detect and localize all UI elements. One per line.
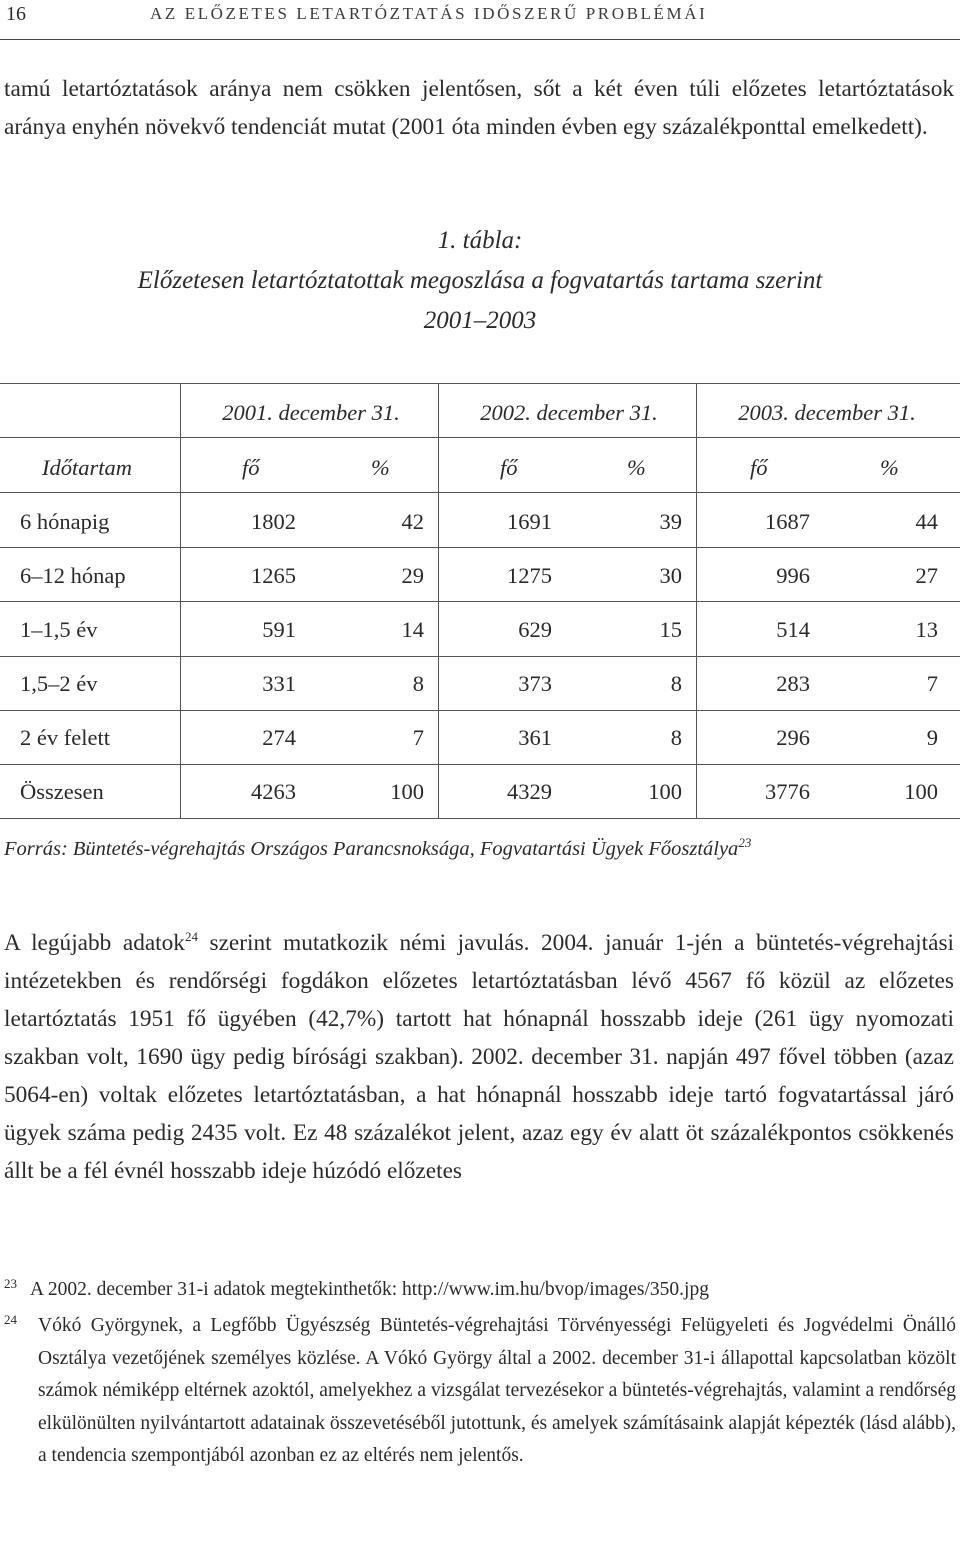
table-caption-label: 1. tábla: xyxy=(437,227,523,254)
paragraph-start: A legújabb adatok xyxy=(4,930,185,956)
table-cell-total: 3776 xyxy=(765,779,810,804)
table-cell-total: 100 xyxy=(648,779,682,804)
table-rule xyxy=(0,764,960,765)
column-header-count: fő xyxy=(500,455,518,480)
table-source xyxy=(4,835,752,861)
footnote-ref: 24 xyxy=(184,929,198,945)
row-label: 6 hónapig xyxy=(20,509,110,534)
table-cell-total: 100 xyxy=(390,779,424,804)
year-header: 2002. december 31. xyxy=(480,400,658,425)
year-header: 2003. december 31. xyxy=(738,400,916,425)
table-cell: 1687 xyxy=(765,509,810,534)
table-rule xyxy=(0,547,960,548)
table-cell-total: 100 xyxy=(904,779,938,804)
table-cell: 331 xyxy=(262,671,296,696)
table-rule-top xyxy=(0,383,960,384)
year-header: 2001. december 31. xyxy=(222,400,400,425)
page-header xyxy=(0,0,960,40)
footnote-number: 24 xyxy=(4,1312,17,1327)
table-rule-bottom xyxy=(0,818,960,819)
table-cell: 42 xyxy=(401,509,424,534)
table-cell: 296 xyxy=(776,725,810,750)
table-cell: 996 xyxy=(776,563,810,588)
footnote-number: 23 xyxy=(4,1276,17,1291)
page-number: 16 xyxy=(6,3,26,25)
table-cell-total: 4263 xyxy=(251,779,296,804)
table-cell: 13 xyxy=(915,617,938,642)
column-header-percent: % xyxy=(880,455,899,480)
table-cell: 30 xyxy=(659,563,682,588)
paragraph-body xyxy=(4,924,954,1190)
table-rule xyxy=(0,710,960,711)
table-caption-title: Előzetesen letartóztatottak megoszlása a fogvatartás tartama szerint xyxy=(137,267,823,294)
paragraph-rest: szerint mutatkozik némi javulás. 2004. január 1-jén a büntetés-végrehajtási intézetekben és rendőrségi fogdákon előzetes letartóztatásban lévő 4567 fő közül az előzetes letartóztatás 1951 fő ügyében (42,7%) tartott hat hónapnál hosszabb ideje (261 ügy nyomozati szakban volt, 1690 ügy pedig bírósági szakban). 2002. december 31. napján 497 fővel többen (azaz 5064-en) voltak előzetes letartóztatásban, a hat hónapnál hosszabb ideje tartó fogvatartással járó ügyek száma pedig 2435 volt. Ez 48 százalékot jelent, azaz egy év alatt öt százalékpontos csökkenés állt be a fél évnél hosszabb ideje húzódó előzetes xyxy=(4,930,954,1184)
header-rule xyxy=(0,39,960,40)
table-cell: 7 xyxy=(926,671,938,696)
table-cell: 514 xyxy=(776,617,810,642)
table-rule xyxy=(0,656,960,657)
running-head: AZ ELŐZETES LETARTÓZTATÁS IDŐSZERŰ PROBLÉMÁI xyxy=(150,4,708,23)
row-label: 1–1,5 év xyxy=(20,617,98,642)
table-cell: 27 xyxy=(915,563,938,588)
table-cell: 274 xyxy=(262,725,296,750)
table-column-divider xyxy=(180,383,181,819)
table-cell: 283 xyxy=(776,671,810,696)
table-cell: 373 xyxy=(518,671,552,696)
table-cell: 1265 xyxy=(251,563,296,588)
table-cell: 39 xyxy=(659,509,682,534)
row-label-total: Összesen xyxy=(20,779,104,804)
table-column-divider xyxy=(696,383,697,819)
column-header-count: fő xyxy=(750,455,768,480)
row-label: 6–12 hónap xyxy=(20,563,126,588)
table-cell: 8 xyxy=(670,671,682,696)
table-cell: 629 xyxy=(518,617,552,642)
table-cell: 14 xyxy=(401,617,424,642)
footnote-ref: 23 xyxy=(738,835,752,851)
column-header-duration: Időtartam xyxy=(42,455,132,480)
table-cell: 29 xyxy=(401,563,424,588)
table-cell: 8 xyxy=(670,725,682,750)
table-rule xyxy=(0,492,960,493)
table-cell: 9 xyxy=(926,725,938,750)
table-cell: 1802 xyxy=(251,509,296,534)
column-header-count: fő xyxy=(242,455,260,480)
column-header-percent: % xyxy=(627,455,646,480)
row-label: 2 év felett xyxy=(20,725,110,750)
table-cell: 591 xyxy=(262,617,296,642)
column-header-percent: % xyxy=(371,455,390,480)
table-cell: 44 xyxy=(915,509,938,534)
paragraph-intro: tamú letartóztatások aránya nem csökken jelentősen, sőt a két éven túli előzetes letartóztatások aránya enyhén növekvő tendenciát mutat (2001 óta minden évben egy százalékponttal emelkedett). xyxy=(4,76,954,140)
table-rule xyxy=(0,437,960,438)
table-cell-total: 4329 xyxy=(507,779,552,804)
table-rule xyxy=(0,601,960,602)
footnote-text: Vókó Györgynek, a Legfőbb Ügyészség Büntetés-végrehajtási Törvényességi Felügyeleti és Jogvédelmi Önálló Osztálya vezetőjének személyes közlése. A Vókó György által a 2002. december 31-i állapottal kapcsolatban közölt számok némiképp eltérnek azoktól, amelyekhez a vizsgálat tervezésekor a büntetés-végrehajtás, valamint a rendőrség elkülönülten nyilvántartott adatainak összevetéséből jutottunk, és amelyek számításaink alapját képezték (lásd alább), a tendencia szempontjából azonban ez az eltérés nem jelentős. xyxy=(38,1315,956,1466)
table-column-divider xyxy=(438,383,439,819)
source-text: Forrás: Büntetés-végrehajtás Országos Parancsnoksága, Fogvatartási Ügyek Főosztálya xyxy=(4,838,739,860)
table-cell: 8 xyxy=(412,671,424,696)
table-cell: 1275 xyxy=(507,563,552,588)
table-cell: 361 xyxy=(518,725,552,750)
table-cell: 1691 xyxy=(507,509,552,534)
footnote-text: A 2002. december 31-i adatok megtekinthetők: http://www.im.hu/bvop/images/350.jpg xyxy=(30,1279,709,1300)
row-label: 1,5–2 év xyxy=(20,671,98,696)
table-cell: 7 xyxy=(412,725,424,750)
table-caption-period: 2001–2003 xyxy=(423,307,537,334)
table-cell: 15 xyxy=(659,617,682,642)
